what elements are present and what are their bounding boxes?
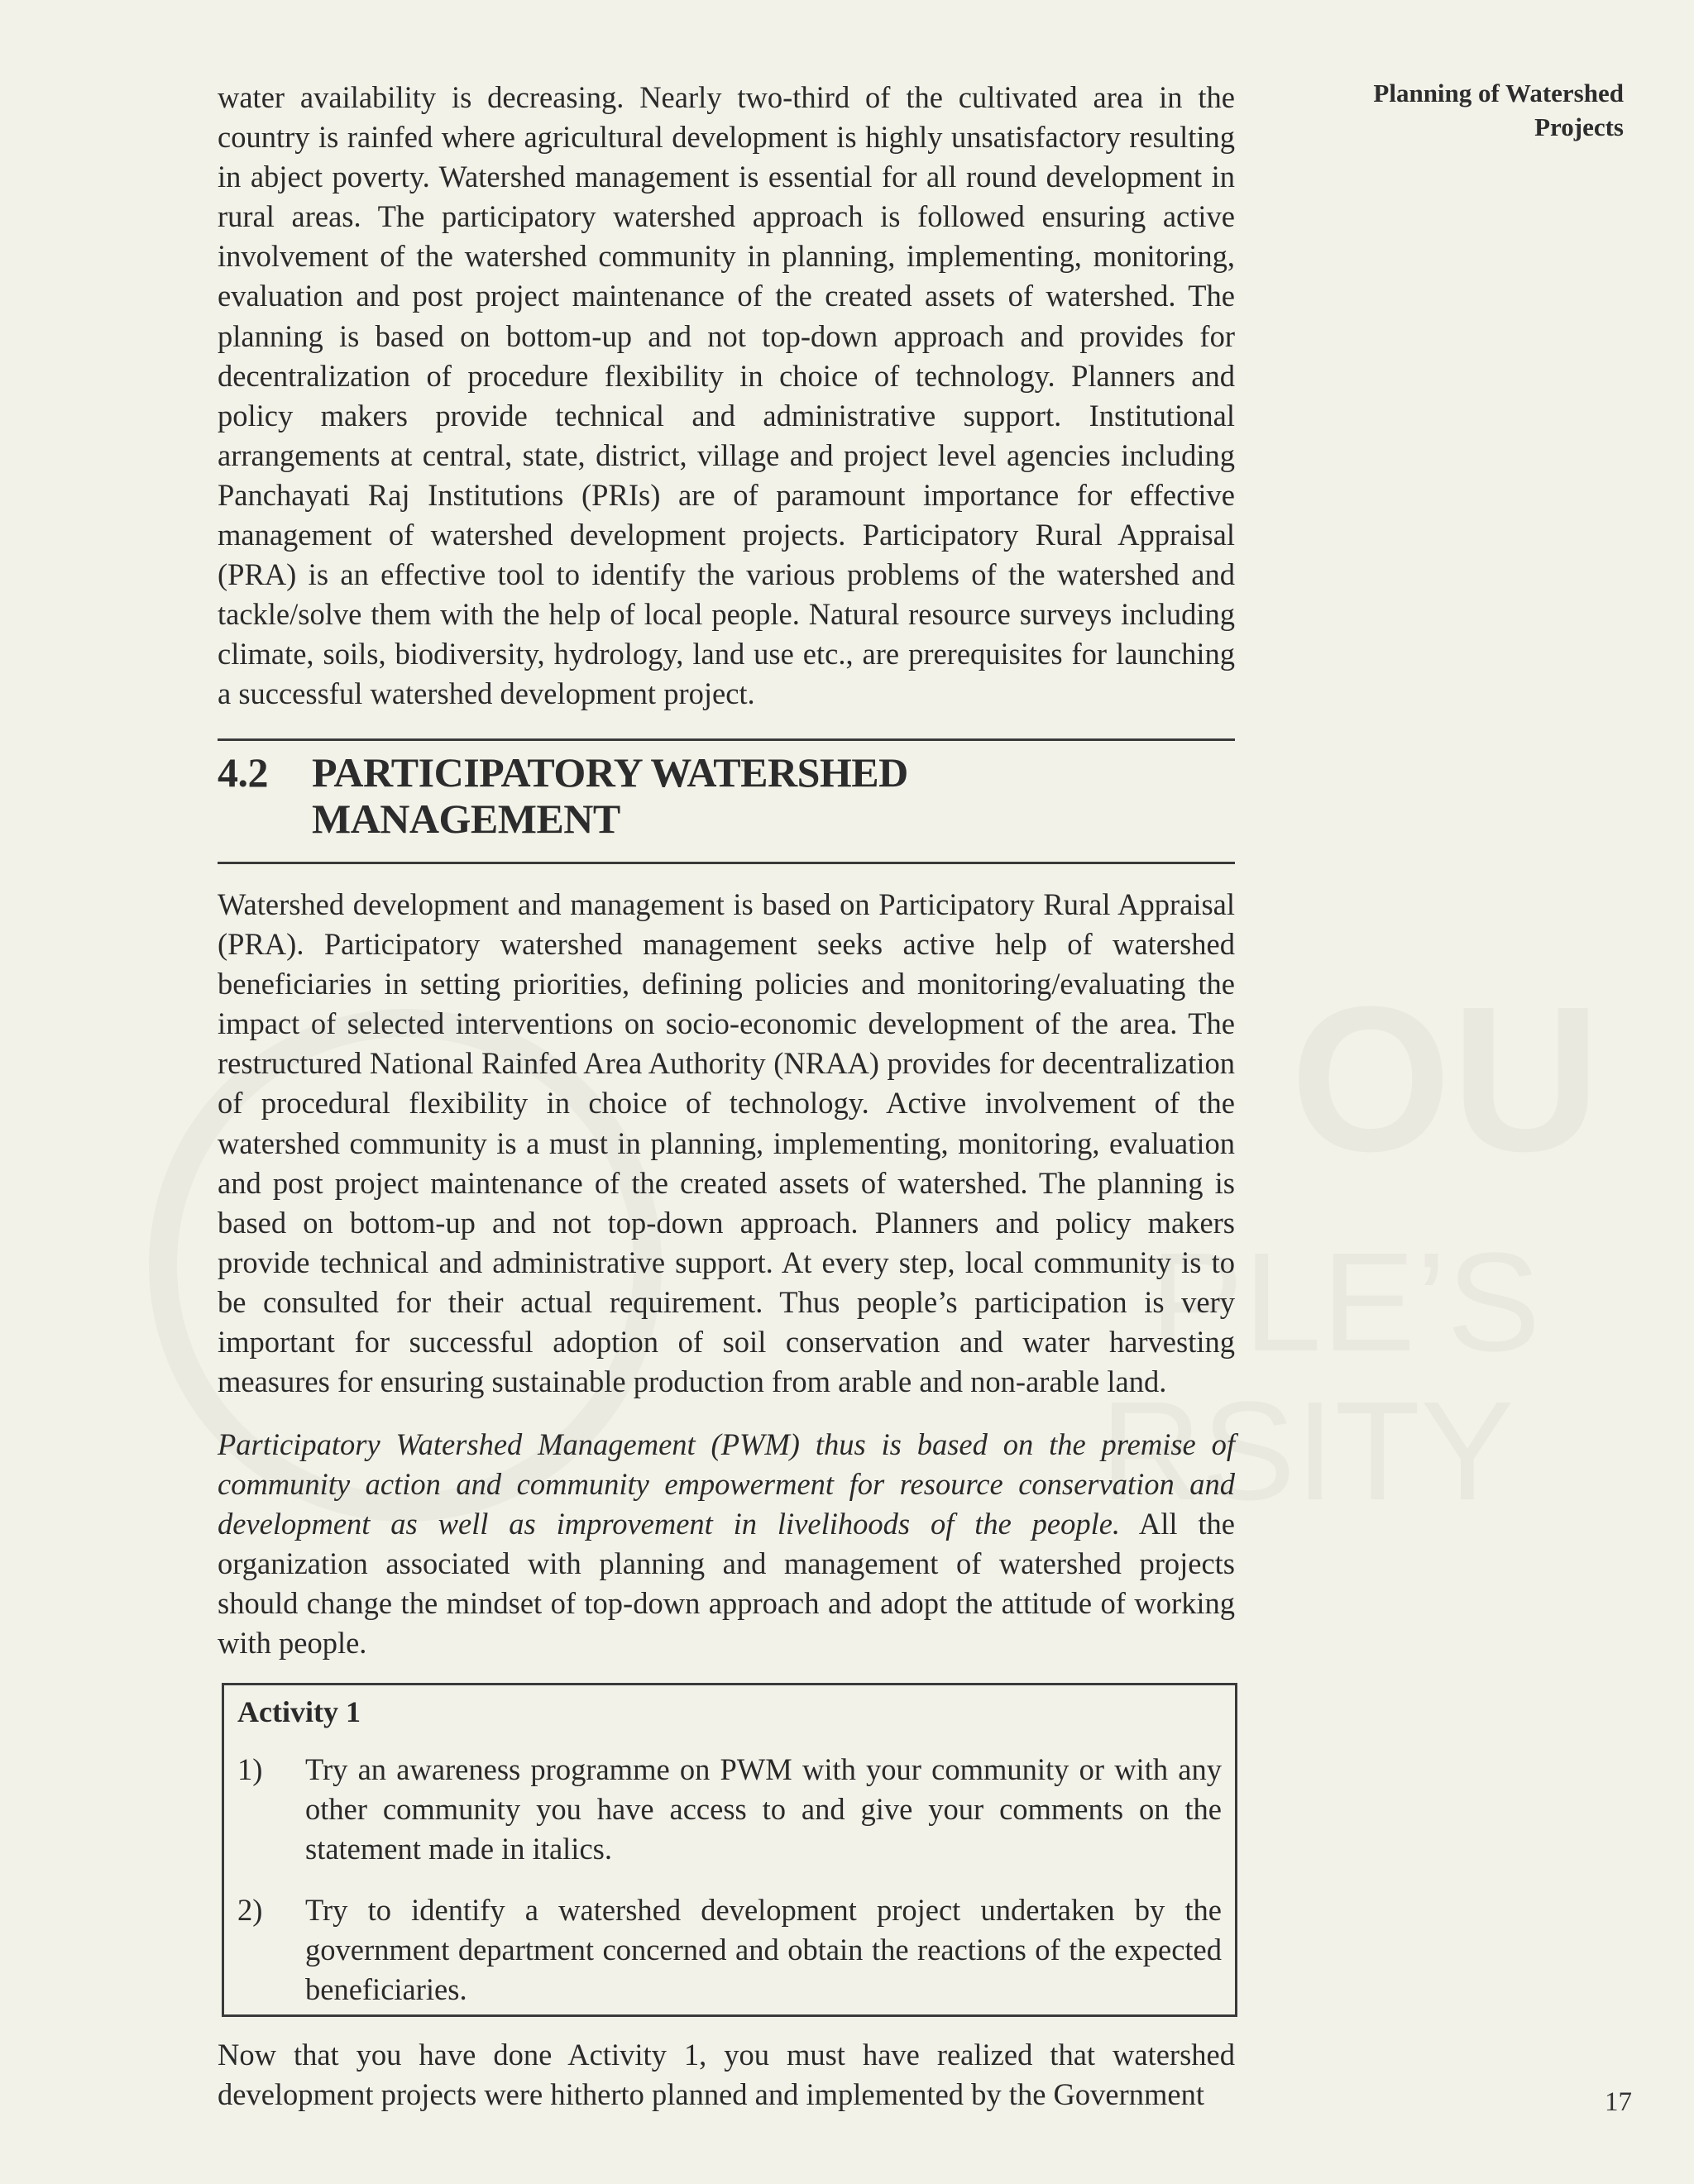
activity-title: Activity 1 bbox=[237, 1695, 361, 1728]
pwm-section bbox=[218, 1425, 1235, 1664]
section-title-line1: PARTICIPATORY WATERSHED bbox=[312, 749, 908, 796]
section-number: 4.2 bbox=[218, 749, 268, 796]
section-title-line2: MANAGEMENT bbox=[312, 796, 620, 842]
margin-title-line1: Planning of Watershed bbox=[1373, 79, 1624, 108]
activity-item-number: 2) bbox=[237, 1893, 263, 1927]
activity-item-text: Try an awareness programme on PWM with your community or with any other community you have access to and give your comments on the statement made in italics. bbox=[305, 1752, 1222, 1866]
closing-section bbox=[218, 2035, 1235, 2115]
pwm-italic-statement: Participatory Watershed Management (PWM) thus is based on the premise of community action and community empowerment for resource conservation and development as well as improvement in livelihoods of the people. bbox=[218, 1427, 1235, 1541]
intro-paragraph: water availability is decreasing. Nearly two-third of the cultivated area in the country is rainfed where agricultural development is highly unsatisfactory resulting in abject poverty. Watershed management is essential for all round development in rural areas. The participatory watershed approach is followed ensuring active involvement of the watershed community in planning, implementing, monitoring, evaluation and post project maintenance of the created assets of watershed. The planning is based on bottom-up and not top-down approach and provides for decentralization of procedure flexibility in choice of technology. Planners and policy makers provide technical and administrative support. Institutional arrangements at central, state, district, village and project level agencies including Panchayati Raj Institutions (PRIs) are of paramount importance for effective management of watershed development projects. Participatory Rural Appraisal (PRA) is an effective tool to identify the various problems of the watershed and tackle/solve them with the help of local people. Natural resource surveys including climate, soils, biodiversity, hydrology, land use etc., are prerequisites for launching a successful watershed development project. bbox=[218, 80, 1235, 711]
activity-item bbox=[237, 1890, 1222, 2010]
heading-rule-bottom bbox=[218, 862, 1235, 864]
page-number: 17 bbox=[1605, 2087, 1632, 2117]
pwm-paragraph bbox=[218, 1425, 1235, 1664]
margin-chapter-title bbox=[1309, 76, 1624, 144]
pwm-normal-text: All the organization associated with planning and management of watershed projects should change the mindset of top-down approach and adopt the attitude of working with people. bbox=[218, 1507, 1235, 1661]
activity-item-number: 1) bbox=[237, 1752, 263, 1786]
activity-box bbox=[222, 1683, 1237, 2017]
activity-item-text: Try to identify a watershed development project undertaken by the government department concerned and obtain the reactions of the expected beneficiaries. bbox=[305, 1893, 1222, 2006]
section-body bbox=[218, 885, 1235, 1402]
margin-title-line2: Projects bbox=[1534, 112, 1624, 141]
intro-section bbox=[218, 78, 1235, 714]
watermark-text-line1 bbox=[1290, 976, 1601, 1183]
section-paragraph: Watershed development and management is based on Participatory Rural Appraisal (PRA). Participatory watershed management seeks active help of watershed beneficiaries in setting priorities, defining policies and monitoring/evaluating the impact of selected interventions on socio-economic development of the area. The restructured National Rainfed Area Authority (NRAA) provides for decentralization of procedural flexibility in choice of technology. Active involvement of the watershed community is a must in planning, implementing, monitoring, evaluation and post project maintenance of the created assets of watershed. The planning is based on bottom-up and not top-down approach. Planners and policy makers provide technical and administrative support. At every step, local community is to be consulted for their actual requirement. Thus people’s participation is very important for successful adoption of soil conservation and water harvesting measures for ensuring sustainable production from arable and non-arable land. bbox=[218, 887, 1235, 1399]
closing-paragraph: Now that you have done Activity 1, you must have realized that watershed development projects were hitherto planned and implemented by the Government bbox=[218, 2038, 1235, 2112]
section-heading bbox=[218, 749, 1235, 842]
heading-rule-top bbox=[218, 738, 1235, 741]
activity-item bbox=[237, 1750, 1222, 1869]
